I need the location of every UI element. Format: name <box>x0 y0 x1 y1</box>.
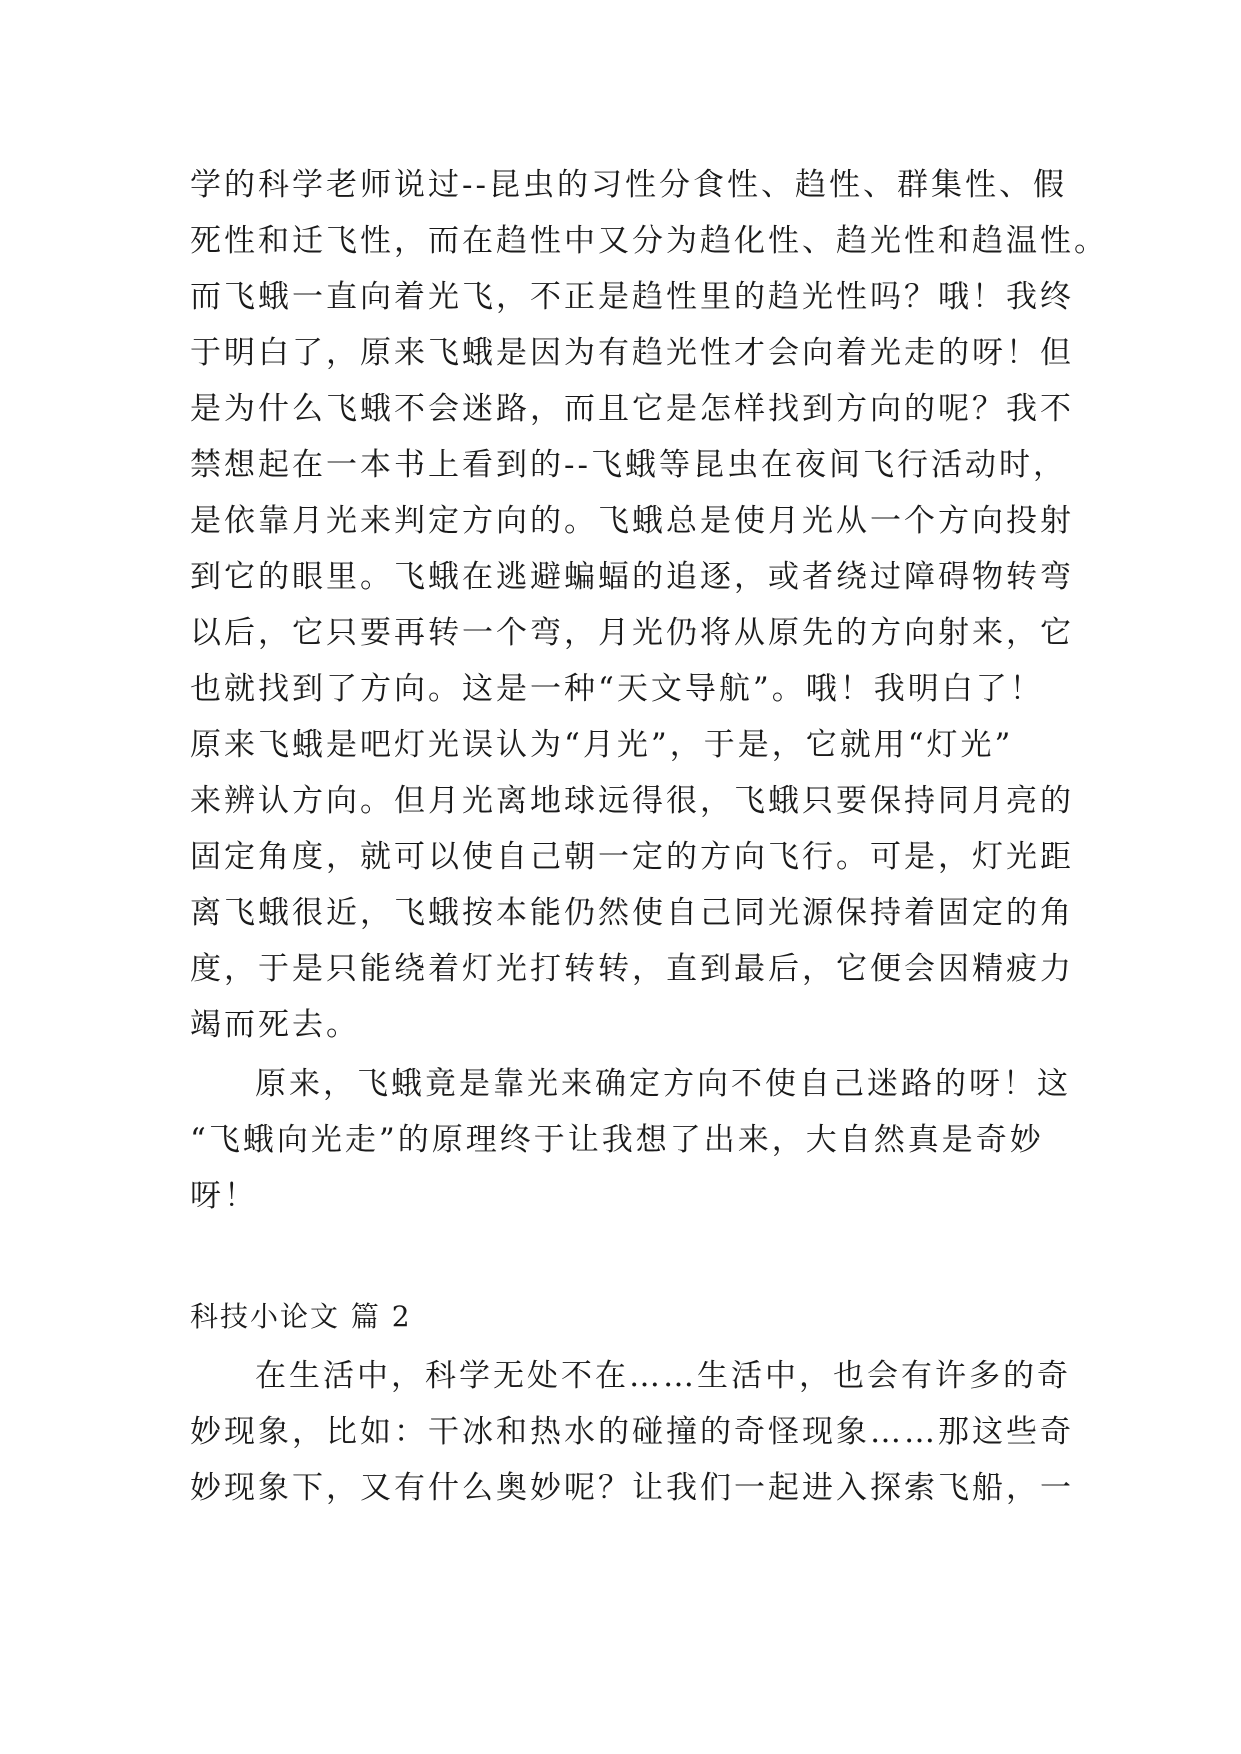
paragraph-line: 原来，飞蛾竟是靠光来确定方向不使自己迷路的呀！这 <box>255 1066 1071 1102</box>
paragraph-line: 也就找到了方向。这是一种“天文导航”。哦！我明白了！ <box>190 671 1044 707</box>
paragraph-line: 学的科学老师说过--昆虫的习性分食性、趋性、群集性、假 <box>190 167 1067 203</box>
paragraph-line: 离飞蛾很近，飞蛾按本能仍然使自己同光源保持着固定的角 <box>190 895 1074 931</box>
section-heading: 科技小论文 篇 2 <box>190 1300 412 1333</box>
paragraph-line: 禁想起在一本书上看到的--飞蛾等昆虫在夜间飞行活动时， <box>190 447 1067 483</box>
paragraph-line: 度，于是只能绕着灯光打转转，直到最后，它便会因精疲力 <box>190 951 1074 987</box>
paragraph-line: 到它的眼里。飞蛾在逃避蝙蝠的追逐，或者绕过障碍物转弯 <box>190 559 1074 595</box>
paragraph-line: 死性和迁飞性，而在趋性中又分为趋化性、趋光性和趋温性。 <box>190 223 1108 259</box>
paragraph-line: 固定角度，就可以使自己朝一定的方向飞行。可是，灯光距 <box>190 839 1074 875</box>
paragraph-line: 呀！ <box>190 1178 258 1214</box>
paragraph-line: 是依靠月光来判定方向的。飞蛾总是使月光从一个方向投射 <box>190 503 1074 539</box>
paragraph-line: 妙现象下，又有什么奥妙呢？让我们一起进入探索飞船，一 <box>190 1470 1074 1506</box>
paragraph-line: 竭而死去。 <box>190 1007 360 1043</box>
paragraph-line: 妙现象，比如：干冰和热水的碰撞的奇怪现象……那这些奇 <box>190 1414 1074 1450</box>
paragraph-line: 以后，它只要再转一个弯，月光仍将从原先的方向射来，它 <box>190 615 1074 651</box>
paragraph-line: 于明白了，原来飞蛾是因为有趋光性才会向着光走的呀！但 <box>190 335 1074 371</box>
paragraph-line: 来辨认方向。但月光离地球远得很，飞蛾只要保持同月亮的 <box>190 783 1074 819</box>
paragraph-line: “飞蛾向光走”的原理终于让我想了出来，大自然真是奇妙 <box>190 1122 1044 1158</box>
paragraph-line: 在生活中，科学无处不在……生活中，也会有许多的奇 <box>255 1358 1071 1394</box>
paragraph-line: 原来飞蛾是吧灯光误认为“月光”，于是，它就用“灯光” <box>190 727 1014 763</box>
paragraph-line: 是为什么飞蛾不会迷路，而且它是怎样找到方向的呢？我不 <box>190 391 1074 427</box>
paragraph-line: 而飞蛾一直向着光飞，不正是趋性里的趋光性吗？哦！我终 <box>190 279 1074 315</box>
